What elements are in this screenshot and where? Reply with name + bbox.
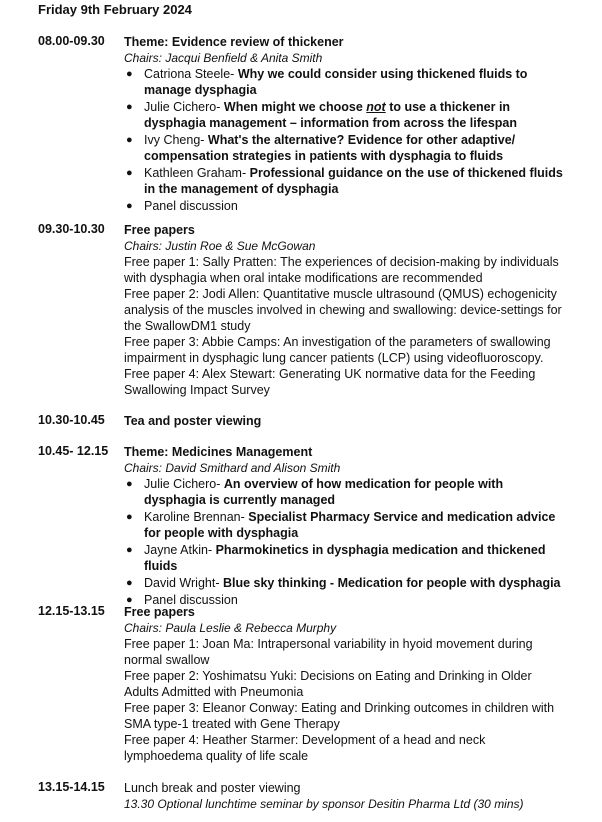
session-title: Lunch break and poster viewing <box>124 781 301 795</box>
bullet-icon: ● <box>126 478 133 490</box>
talk-title: An overview of how medication for people with dysphagia is currently managed <box>144 477 504 507</box>
session-chairs: Chairs: David Smithard and Alison Smith <box>124 461 341 475</box>
talk-title: Professional guidance on the use of thickened fluids in the management of dysphagia <box>144 166 563 196</box>
bullet-icon: ● <box>126 68 133 80</box>
talk-title: When might we choose not to use a thickener in dysphagia management – information from across the lifespan <box>144 100 518 130</box>
talk-title: Blue sky thinking - Medication for people with dysphagia <box>222 576 561 590</box>
session-time: 13.15-14.15 <box>38 780 105 794</box>
session-content <box>124 444 564 609</box>
session-title: Free papers <box>124 605 195 619</box>
session-content <box>124 34 564 215</box>
talk-title: Why we could consider using thickened fluids to manage dysphagia <box>144 67 528 97</box>
session-content <box>124 604 564 764</box>
session-title: Theme: Medicines Management <box>124 445 313 459</box>
bullet-icon: ● <box>126 167 133 179</box>
free-paper: Free paper 3: Abbie Camps: An investigation of the parameters of swallowing impairment in dysphagic lung cancer patients (LCP) using videofluoroscopy. <box>124 335 551 365</box>
talk-speaker: Jayne Atkin <box>144 543 208 557</box>
bullet-icon: ● <box>126 544 133 556</box>
session-chairs: Chairs: Justin Roe & Sue McGowan <box>124 239 316 253</box>
talk-speaker: Julie Cichero <box>144 477 217 491</box>
session-time: 10.30-10.45 <box>38 413 105 427</box>
talk-speaker: Julie Cichero <box>144 100 217 114</box>
session-time: 09.30-10.30 <box>38 222 105 236</box>
talk-list <box>124 476 564 608</box>
day-heading: Friday 9th February 2024 <box>38 2 192 17</box>
talk-speaker: Catriona Steele <box>144 67 231 81</box>
session-time: 08.00-09.30 <box>38 34 105 48</box>
list-item: ● Karoline Brennan- Specialist Pharmacy Service and medication advice for people with dysphagia <box>126 510 556 540</box>
talk-speaker: Karoline Brennan <box>144 510 241 524</box>
talk-speaker: Kathleen Graham <box>144 166 242 180</box>
bullet-icon: ● <box>126 101 133 113</box>
session-content <box>124 413 564 429</box>
session-content <box>124 222 564 398</box>
list-item <box>124 198 564 214</box>
free-paper: Free paper 1: Joan Ma: Intrapersonal variability in hyoid movement during normal swallow <box>124 637 533 667</box>
session-title: Tea and poster viewing <box>124 414 262 428</box>
list-item: ● Catriona Steele- Why we could consider using thickened fluids to manage dysphagia <box>126 67 528 97</box>
session-time: 12.15-13.15 <box>38 604 105 618</box>
list-item: ● David Wright- Blue sky thinking - Medication for people with dysphagia <box>126 576 561 590</box>
bullet-icon: ● <box>126 134 133 146</box>
talk-speaker: Panel discussion <box>144 199 238 213</box>
talk-title-emphasis: not <box>366 100 386 114</box>
talk-list <box>124 66 564 214</box>
list-item: ● Jayne Atkin- Pharmokinetics in dysphagia medication and thickened fluids <box>126 543 546 573</box>
bullet-icon: ● <box>126 200 133 212</box>
free-paper: Free paper 2: Yoshimatsu Yuki: Decisions on Eating and Drinking in Older Adults Admitted with Pneumonia <box>124 669 532 699</box>
talk-title: Pharmokinetics in dysphagia medication and thickened fluids <box>144 543 546 573</box>
talk-title: Specialist Pharmacy Service and medication advice for people with dysphagia <box>144 510 556 540</box>
session-time: 10.45- 12.15 <box>38 444 109 458</box>
session-content <box>124 780 564 812</box>
free-paper: Free paper 4: Heather Starmer: Development of a head and neck lymphoedema quality of life scale <box>124 733 486 763</box>
talk-speaker: Ivy Cheng <box>144 133 201 147</box>
session-chairs: Chairs: Jacqui Benfield & Anita Smith <box>124 51 323 65</box>
session-title: Theme: Evidence review of thickener <box>124 35 344 49</box>
bullet-icon: ● <box>126 511 133 523</box>
bullet-icon: ● <box>126 577 133 589</box>
free-paper: Free paper 4: Alex Stewart: Generating UK normative data for the Feeding Swallowing Impact Survey <box>124 367 536 397</box>
session-title: Free papers <box>124 223 195 237</box>
list-item: ● Julie Cichero- An overview of how medication for people with dysphagia is currently managed <box>126 477 504 507</box>
talk-title: What's the alternative? Evidence for other adaptive/ compensation strategies in patients with dysphagia to fluids <box>144 133 516 163</box>
session-note: 13.30 Optional lunchtime seminar by sponsor Desitin Pharma Ltd (30 mins) <box>124 797 524 811</box>
free-paper: Free paper 1: Sally Pratten: The experiences of decision-making by individuals with dysphagia when oral intake modifications are recommended <box>124 255 559 285</box>
list-item: ● Julie Cichero- When might we choose not to use a thickener in dysphagia management – information from across the lifespan <box>126 100 518 130</box>
session-chairs: Chairs: Paula Leslie & Rebecca Murphy <box>124 621 337 635</box>
talk-speaker: Panel discussion <box>144 593 238 607</box>
talk-speaker: David Wright <box>144 576 216 590</box>
bullet-icon: ● <box>126 594 133 606</box>
list-item: ● Ivy Cheng- What's the alternative? Evidence for other adaptive/ compensation strategies in patients with dysphagia to fluids <box>126 133 516 163</box>
free-paper: Free paper 3: Eleanor Conway: Eating and Drinking outcomes in children with SMA type-1 treated with Gene Therapy <box>124 701 555 731</box>
free-paper: Free paper 2: Jodi Allen: Quantitative muscle ultrasound (QMUS) echogenicity analysis of the muscles involved in chewing and swallowing: device-settings for the SwallowDM1 study <box>124 287 562 333</box>
list-item: ● Kathleen Graham- Professional guidance on the use of thickened fluids in the management of dysphagia <box>126 166 563 196</box>
